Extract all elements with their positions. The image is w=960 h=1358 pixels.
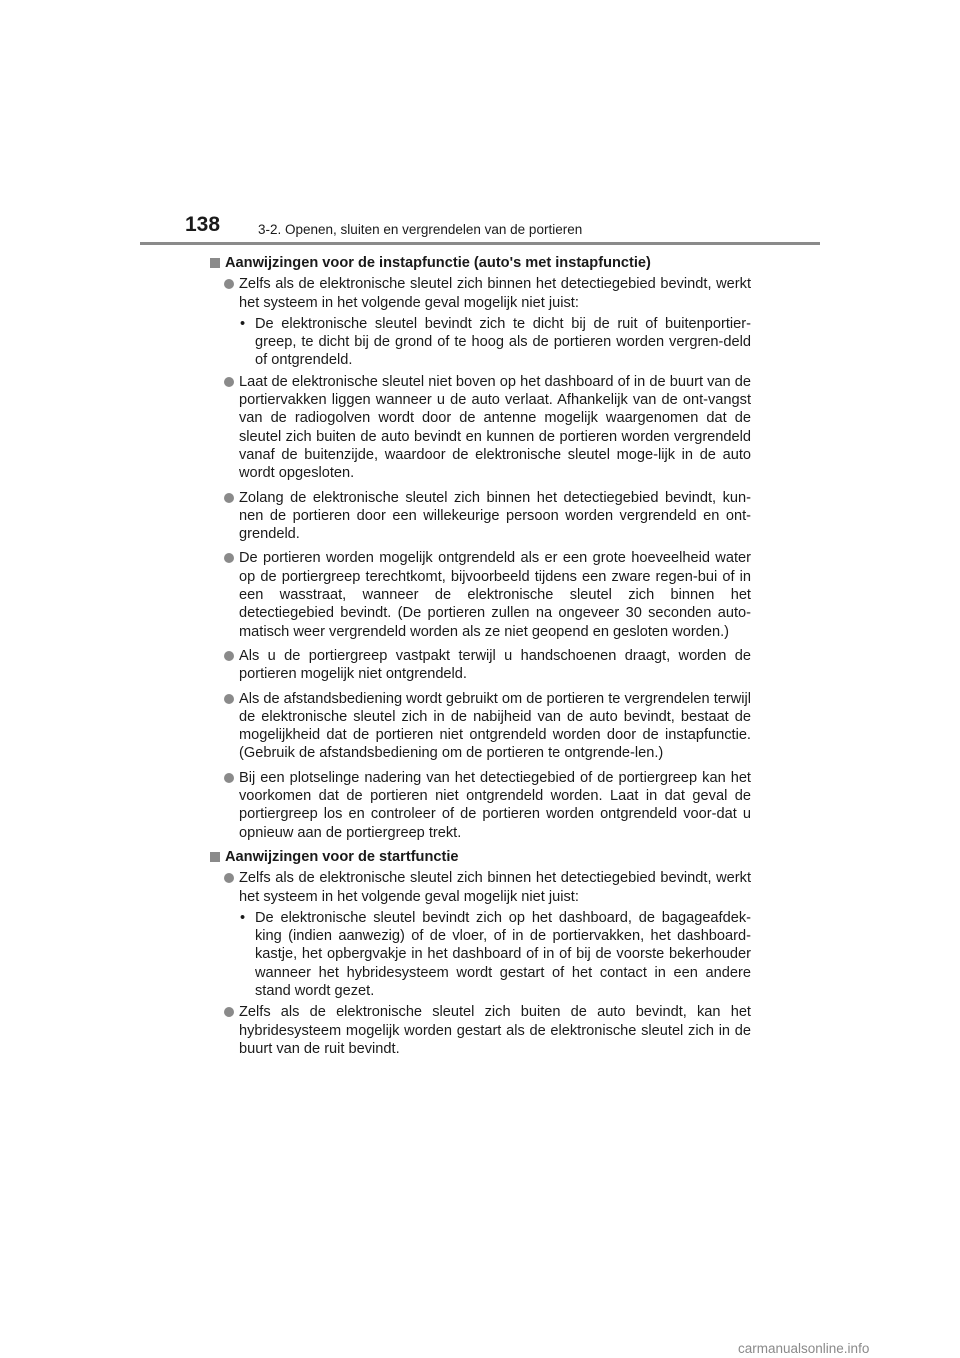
section-heading-startfunctie xyxy=(209,848,751,866)
list-item xyxy=(209,1003,751,1058)
circle-bullet-icon xyxy=(224,279,234,289)
list-item xyxy=(209,647,751,684)
sub-list-item xyxy=(209,909,751,1000)
list-item-text: Zelfs als de elektronische sleutel zich buiten de auto bevindt, kan het hybridesysteem mogelijk worden gestart als de elektronische sleutel zich in de buurt van de ruit bevindt. xyxy=(239,1004,751,1057)
section-title: 3-2. Openen, sluiten en vergrendelen van de portieren xyxy=(258,222,583,237)
square-bullet-icon xyxy=(210,852,220,862)
section-heading-instapfunctie xyxy=(209,254,751,272)
list-item xyxy=(209,690,751,763)
circle-bullet-icon xyxy=(224,493,234,503)
list-item xyxy=(209,549,751,640)
sub-list-item xyxy=(209,315,751,370)
section-heading-text: Aanwijzingen voor de startfunctie xyxy=(225,848,459,865)
section-heading-text: Aanwijzingen voor de instapfunctie (auto's met instapfunctie) xyxy=(225,255,651,271)
dot-bullet-icon: • xyxy=(240,909,246,926)
circle-bullet-icon xyxy=(224,553,234,563)
list-item-text: Zelfs als de elektronische sleutel zich binnen het detectiegebied bevindt, werkt het systeem in het volgende geval mogelijk niet juist: xyxy=(239,870,751,905)
list-item-text: Laat de elektronische sleutel niet boven op het dashboard of in de buurt van de portiervakken liggen wanneer u de auto verlaat. Afhankelijk van de ont-vangst van de radiogolven wordt door de antenne mogelijk waargenomen dat de sleutel zich buiten de auto bevindt en kunnen de portieren worden vergrendeld vanaf de buitenzijde, waardoor de elektronische sleutel moge-lijk in de auto wordt opgesloten. xyxy=(239,373,751,482)
list-item-text: De portieren worden mogelijk ontgrendeld als er een grote hoeveelheid water op de portiergreep terechtkomt, bijvoorbeeld tijdens een zware regen-bui of in een wasstraat, wanneer de elektronische sleutel zich binnen het detectiegebied bevindt. (De portieren zullen na ongeveer 30 seconden auto-matisch weer vergrendeld worden als ze niet geopend en gesloten worden.) xyxy=(239,550,751,640)
header-rule xyxy=(140,242,820,245)
circle-bullet-icon xyxy=(224,694,234,704)
sub-list-item-text: De elektronische sleutel bevindt zich te dicht bij de ruit of buitenportier-greep, te dicht bij de grond of te hoog als de portieren worden vergren-deld of ontgrendeld. xyxy=(255,315,751,369)
circle-bullet-icon xyxy=(224,1007,234,1017)
list-item xyxy=(209,275,751,312)
list-item-text: Als de afstandsbediening wordt gebruikt om de portieren te vergrendelen terwijl de elektronische sleutel zich in de nabijheid van de auto bevindt, bestaat de mogelijkheid dat de portieren niet ontgrendeld worden door de instapfunctie. (Gebruik de afstandsbediening om de portieren te ontgrende-len.) xyxy=(239,690,751,762)
list-item xyxy=(209,373,751,483)
circle-bullet-icon xyxy=(224,651,234,661)
list-item xyxy=(209,769,751,842)
circle-bullet-icon xyxy=(224,773,234,783)
circle-bullet-icon xyxy=(224,873,234,883)
sub-list-item-text: De elektronische sleutel bevindt zich op het dashboard, de bagageafdek-king (indien aanwezig) of de vloer, of in de portiervakken, het dashboard-kastje, het opbergvakje in het dashboard of in of bij de voorste bekerhouder wanneer het hybridesysteem wordt gestart of het contact in een andere stand wordt gezet. xyxy=(255,909,751,999)
list-item-text: Als u de portiergreep vastpakt terwijl u handschoenen draagt, worden de portieren mogelijk niet ontgrendeld. xyxy=(239,647,751,683)
circle-bullet-icon xyxy=(224,377,234,387)
dot-bullet-icon: • xyxy=(240,315,246,332)
list-item xyxy=(209,489,751,544)
list-item-text: Zelfs als de elektronische sleutel zich binnen het detectiegebied bevindt, werkt het systeem in het volgende geval mogelijk niet juist: xyxy=(239,276,751,311)
list-item-text: Zolang de elektronische sleutel zich binnen het detectiegebied bevindt, kun-nen de portieren door een willekeurige persoon worden vergrendeld en ont-grendeld. xyxy=(239,489,751,543)
square-bullet-icon xyxy=(210,258,220,268)
watermark: carmanualsonline.info xyxy=(738,1341,870,1356)
page-content xyxy=(209,254,751,1061)
list-item-text: Bij een plotselinge nadering van het detectiegebied of de portiergreep kan het voorkomen dat de portieren niet ontgrendeld worden. Laat in dat geval de portiergreep los en controleer of de portieren worden ontgrendeld voor-dat u opnieuw aan de portiergreep trekt. xyxy=(239,769,751,841)
page-number: 138 xyxy=(185,213,221,236)
list-item xyxy=(209,869,751,906)
